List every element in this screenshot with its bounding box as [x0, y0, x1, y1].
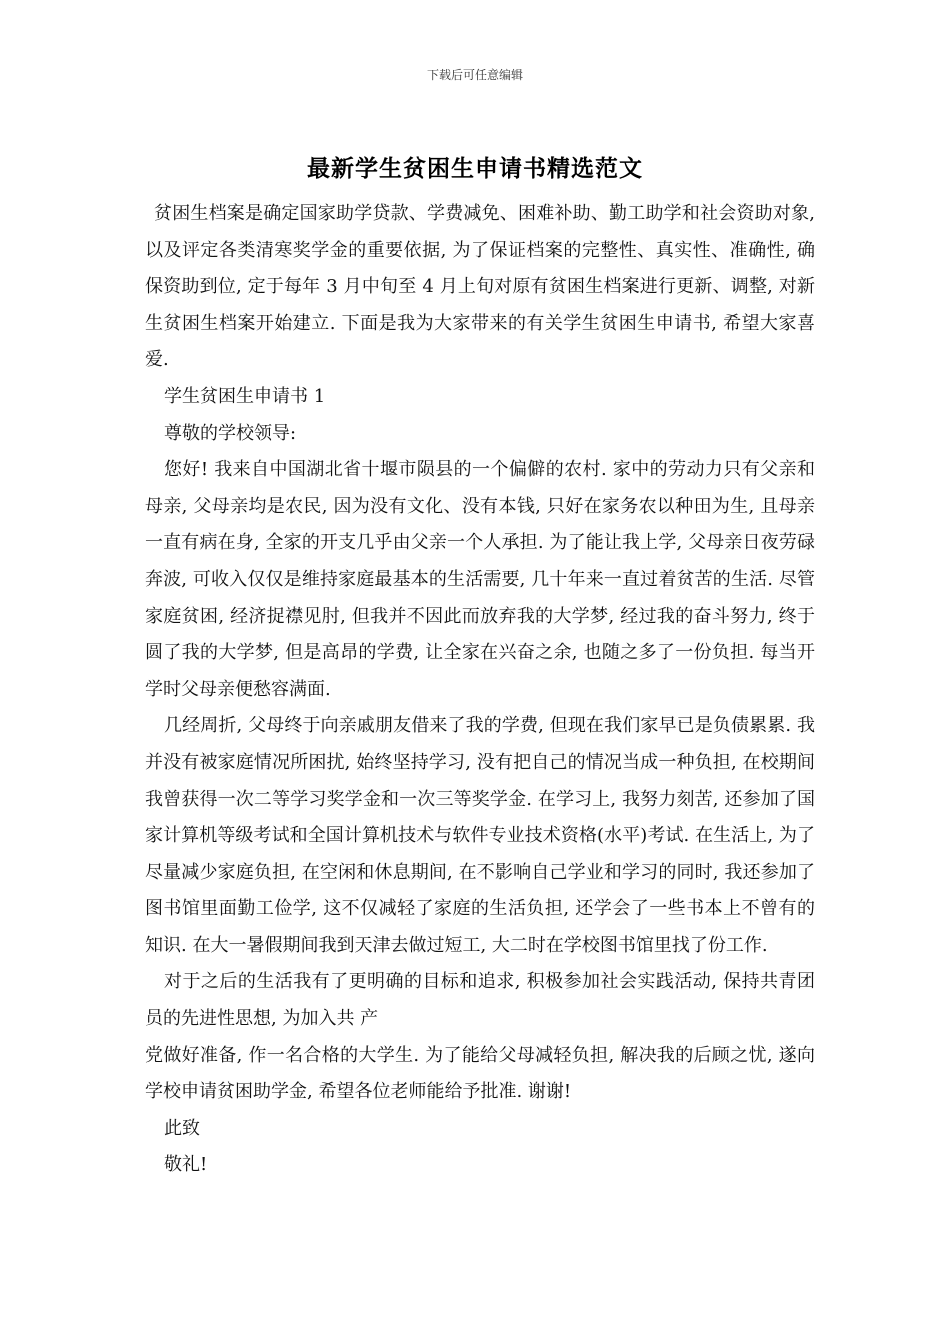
document-body [145, 196, 815, 1184]
body-paragraph-goals: 对于之后的生活我有了更明确的目标和追求, 积极参加社会实践活动, 保持共青团员的先进性思想, 为加入共 产 [145, 971, 815, 1030]
body-paragraph-family: 您好! 我来自中国湖北省十堰市陨县的一个偏僻的农村. 家中的劳动力只有父亲和母亲, 父母亲均是农民, 因为没有文化、没有本钱, 只好在家务农以种田为生, 且母亲一直有病在身, 全家的开支几乎由父亲一个人承担. 为了能让我上学, 父母亲日夜劳碌奔波, 可收入仅仅是维持家庭最基本的生活需要, 几十年来一直过着贫苦的生活. 尽管家庭贫困, 经济捉襟见肘, 但我并不因此而放弃我的大学梦, 经过我的奋斗努力, 终于圆了我的大学梦, 但是高昂的学费, 让全家在兴奋之余, 也随之多了一份负担. 每当开学时父母亲便愁容满面. [145, 459, 815, 700]
section-heading: 学生贫困生申请书 1 [164, 385, 326, 407]
closing-respect: 敬礼! [164, 1154, 208, 1176]
header-note: 下载后可任意编辑 [426, 68, 523, 82]
document-title: 最新学生贫困生申请书精选范文 [307, 155, 643, 182]
body-paragraph-study: 几经周折, 父母终于向亲戚朋友借来了我的学费, 但现在我们家早已是负债累累. 我并没有被家庭情况所困扰, 始终坚持学习, 没有把自己的情况当成一种负担, 在校期间我曾获得一次二等学习奖学金和一次三等奖学金. 在学习上, 我努力刻苦, 还参加了国家计算机等级考试和全国计算机技术与软件专业技术资格(水平)考试. 在生活上, 为了尽量减少家庭负担, 在空闲和休息期间, 在不影响自己学业和学习的同时, 我还参加了图书馆里面勤工俭学, 这不仅减轻了家庭的生活负担, 还学会了一些书本上不曾有的知识. 在大一暑假期间我到天津去做过短工, 大二时在学校图书馆里找了份工作. [145, 715, 815, 956]
body-paragraph-request: 党做好准备, 作一名合格的大学生. 为了能给父母减轻负担, 解决我的后顾之忧, 遂向学校申请贫困助学金, 希望各位老师能给予批准. 谢谢! [145, 1044, 815, 1103]
salutation: 尊敬的学校领导: [164, 422, 297, 444]
closing-line: 此致 [164, 1117, 200, 1139]
intro-paragraph: 贫困生档案是确定国家助学贷款、学费减免、困难补助、勤工助学和社会资助对象, 以及评定各类清寒奖学金的重要依据, 为了保证档案的完整性、真实性、准确性, 确保资助到位, 定于每年 3 月中旬至 4 月上旬对原有贫困生档案进行更新、调整, 对新生贫困生档案开始建立. 下面是我为大家带来的有关学生贫困生申请书, 希望大家喜爱. [145, 203, 815, 371]
